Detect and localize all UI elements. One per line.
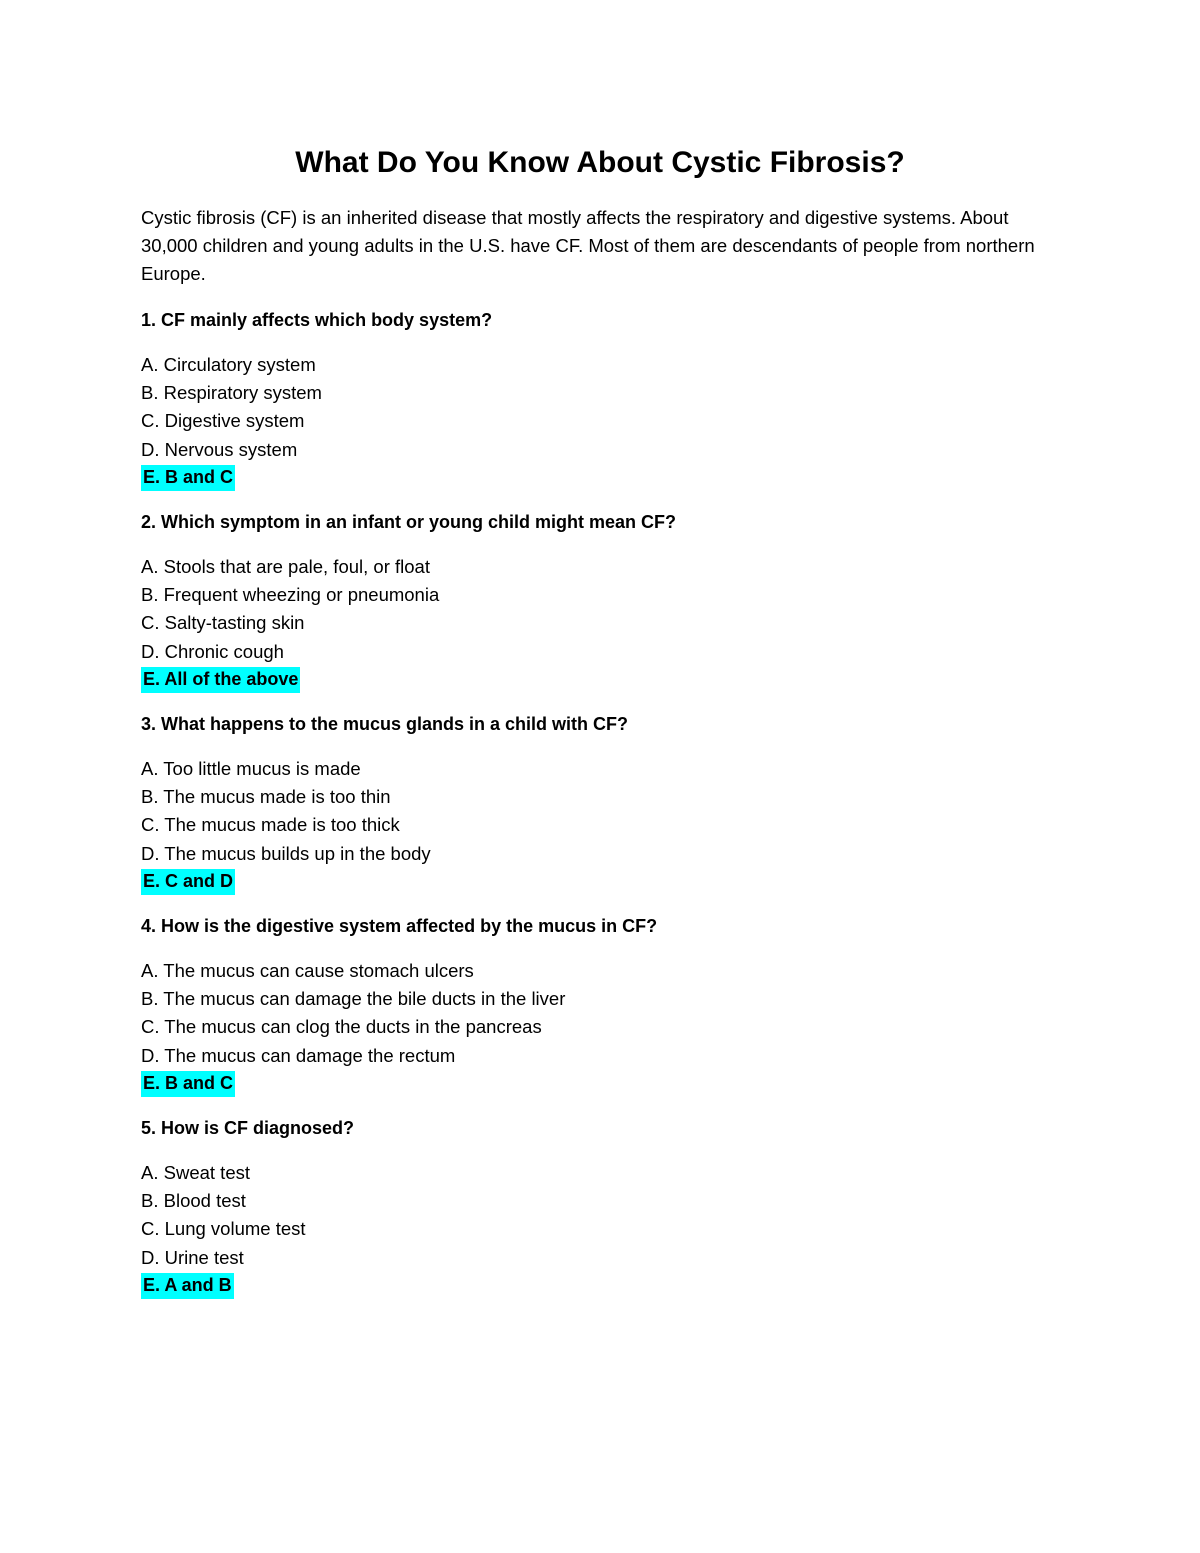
question-text: 4. How is the digestive system affected by the mucus in CF? <box>141 916 658 936</box>
answer-option: D. Chronic cough <box>141 640 284 662</box>
answer-option: D. Nervous system <box>141 438 298 460</box>
correct-answer-highlight: E. A and B <box>141 1273 234 1299</box>
answer-option: D. Urine test <box>141 1246 244 1268</box>
correct-answer <box>141 869 1061 895</box>
correct-answer-highlight: E. B and C <box>141 465 235 491</box>
answer-option: C. Digestive system <box>141 410 305 432</box>
answer-option: A. Sweat test <box>141 1162 250 1183</box>
answer-option: A. The mucus can cause stomach ulcers <box>141 960 474 981</box>
question-block <box>141 1114 1061 1299</box>
correct-answer <box>141 1071 1061 1097</box>
answer-option: C. The mucus can clog the ducts in the pancreas <box>141 1016 542 1038</box>
correct-answer <box>141 1273 1061 1299</box>
answer-option: A. Circulatory system <box>141 354 316 375</box>
intro-paragraph: Cystic fibrosis (CF) is an inherited disease that mostly affects the respiratory and digestive systems. About 30,000 children and young adults in the U.S. have CF. Most of them are descendants of people from northern Europe. <box>141 207 1035 285</box>
answer-option: B. Respiratory system <box>141 382 322 404</box>
answer-option: D. The mucus builds up in the body <box>141 842 431 864</box>
answer-option: C. Salty-tasting skin <box>141 612 305 634</box>
correct-answer <box>141 465 1061 491</box>
answer-option: D. The mucus can damage the rectum <box>141 1044 456 1066</box>
answer-option: A. Too little mucus is made <box>141 758 361 779</box>
question-text: 3. What happens to the mucus glands in a child with CF? <box>141 714 629 734</box>
answer-option: C. The mucus made is too thick <box>141 814 400 836</box>
correct-answer-highlight: E. All of the above <box>141 667 300 693</box>
question-block <box>141 306 1061 491</box>
question-text: 5. How is CF diagnosed? <box>141 1118 355 1138</box>
answer-option: B. The mucus can damage the bile ducts in the liver <box>141 988 566 1010</box>
question-block <box>141 912 1061 1097</box>
correct-answer <box>141 667 1061 693</box>
answer-option: A. Stools that are pale, foul, or float <box>141 556 430 577</box>
question-text: 2. Which symptom in an infant or young child might mean CF? <box>141 512 677 532</box>
question-text: 1. CF mainly affects which body system? <box>141 310 493 330</box>
correct-answer-highlight: E. B and C <box>141 1071 235 1097</box>
correct-answer-highlight: E. C and D <box>141 869 235 895</box>
answer-option: C. Lung volume test <box>141 1218 306 1240</box>
answer-option: B. Frequent wheezing or pneumonia <box>141 584 440 606</box>
answer-option: B. The mucus made is too thin <box>141 786 391 808</box>
question-block <box>141 710 1061 895</box>
answer-option: B. Blood test <box>141 1190 246 1212</box>
document-title: What Do You Know About Cystic Fibrosis? <box>295 146 905 179</box>
question-block <box>141 508 1061 693</box>
